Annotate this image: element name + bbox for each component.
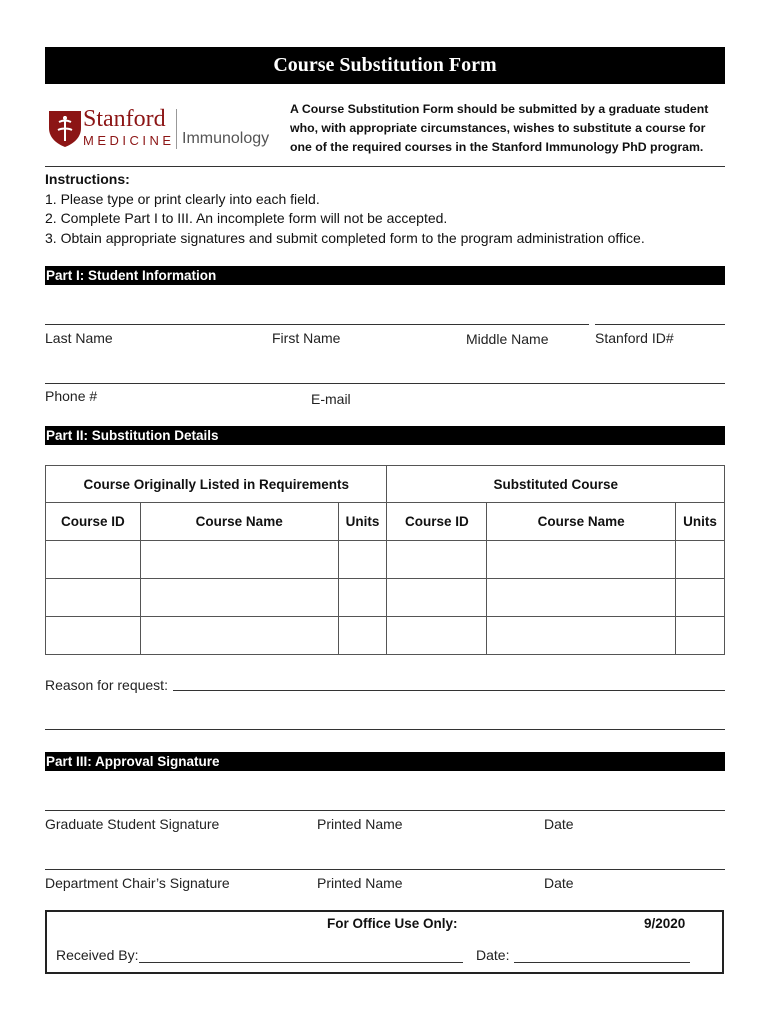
- column-header: Course ID: [46, 503, 141, 541]
- student-signature-line[interactable]: [45, 810, 725, 811]
- phone-label: Phone #: [45, 388, 98, 404]
- column-header: Course ID: [387, 503, 487, 541]
- printed-name-label: Printed Name: [317, 875, 403, 891]
- part3-heading: Part III: Approval Signature: [45, 752, 725, 771]
- instruction-item: 2. Complete Part I to III. An incomplete form will not be accepted.: [45, 210, 448, 226]
- part2-heading: Part II: Substitution Details: [45, 426, 725, 445]
- instruction-item: 1. Please type or print clearly into each field.: [45, 190, 320, 207]
- table-row: [46, 579, 725, 617]
- date-label: Date: [544, 816, 574, 832]
- table-cell[interactable]: [46, 617, 141, 655]
- column-header: Course Name: [487, 503, 676, 541]
- table-row: [46, 541, 725, 579]
- reason-line-2[interactable]: [45, 729, 725, 730]
- reason-label: Reason for request:: [45, 677, 168, 693]
- table-cell[interactable]: [338, 541, 387, 579]
- table-cell[interactable]: [46, 541, 141, 579]
- chair-signature-label: Department Chair’s Signature: [45, 875, 230, 891]
- stanford-id-line[interactable]: [595, 324, 725, 325]
- intro-text: A Course Substitution Form should be submitted by a graduate student who, with appropriate circumstances, wishes to substitute a course for one of the required courses in the Stanford Immunology PhD program.: [290, 102, 709, 154]
- table-cell[interactable]: [487, 579, 676, 617]
- email-label: E-mail: [311, 391, 351, 407]
- part1-heading: Part I: Student Information: [45, 266, 725, 285]
- table-cell[interactable]: [487, 617, 676, 655]
- form-title: Course Substitution Form: [45, 47, 725, 84]
- table-cell[interactable]: [676, 617, 725, 655]
- table-cell[interactable]: [387, 617, 487, 655]
- table-cell[interactable]: [676, 579, 725, 617]
- logo-dept: Immunology: [182, 130, 270, 147]
- reason-line[interactable]: [173, 690, 725, 691]
- office-use-heading: For Office Use Only:: [327, 916, 458, 931]
- column-header: Course Name: [140, 503, 338, 541]
- contact-line[interactable]: [45, 383, 725, 384]
- chair-signature-line[interactable]: [45, 869, 725, 870]
- table-cell[interactable]: [387, 541, 487, 579]
- stanford-medicine-logo: [45, 106, 280, 154]
- instructions: [45, 170, 645, 248]
- table-row: [46, 617, 725, 655]
- office-date-line[interactable]: [514, 962, 690, 963]
- table-cell[interactable]: [387, 579, 487, 617]
- stanford-id-label: Stanford ID#: [595, 330, 674, 346]
- table-cell[interactable]: [140, 617, 338, 655]
- received-by-label: Received By:: [56, 947, 139, 963]
- last-name-label: Last Name: [45, 330, 113, 346]
- office-date-label: Date:: [476, 947, 510, 963]
- table-cell[interactable]: [140, 541, 338, 579]
- group-substituted-header: Substituted Course: [387, 466, 725, 503]
- table-cell[interactable]: [46, 579, 141, 617]
- logo-brand: Stanford: [83, 106, 166, 132]
- substitution-table: [45, 465, 725, 655]
- table-cell[interactable]: [676, 541, 725, 579]
- group-original-header: Course Originally Listed in Requirements: [46, 466, 387, 503]
- table-cell[interactable]: [140, 579, 338, 617]
- column-header: Units: [338, 503, 387, 541]
- logo-sub: MEDICINE: [83, 133, 175, 148]
- table-cell[interactable]: [338, 617, 387, 655]
- table-cell[interactable]: [338, 579, 387, 617]
- name-line[interactable]: [45, 324, 589, 325]
- printed-name-label: Printed Name: [317, 816, 403, 832]
- form-version: 9/2020: [644, 916, 686, 931]
- received-by-line[interactable]: [139, 962, 463, 963]
- date-label: Date: [544, 875, 574, 891]
- column-header: Units: [676, 503, 725, 541]
- student-signature-label: Graduate Student Signature: [45, 816, 220, 832]
- middle-name-label: Middle Name: [466, 331, 549, 347]
- stanford-shield-icon: [45, 108, 85, 148]
- instruction-item: 3. Obtain appropriate signatures and submit completed form to the program administration office.: [45, 229, 645, 246]
- first-name-label: First Name: [272, 330, 341, 346]
- table-cell[interactable]: [487, 541, 676, 579]
- instructions-heading: Instructions:: [45, 171, 130, 187]
